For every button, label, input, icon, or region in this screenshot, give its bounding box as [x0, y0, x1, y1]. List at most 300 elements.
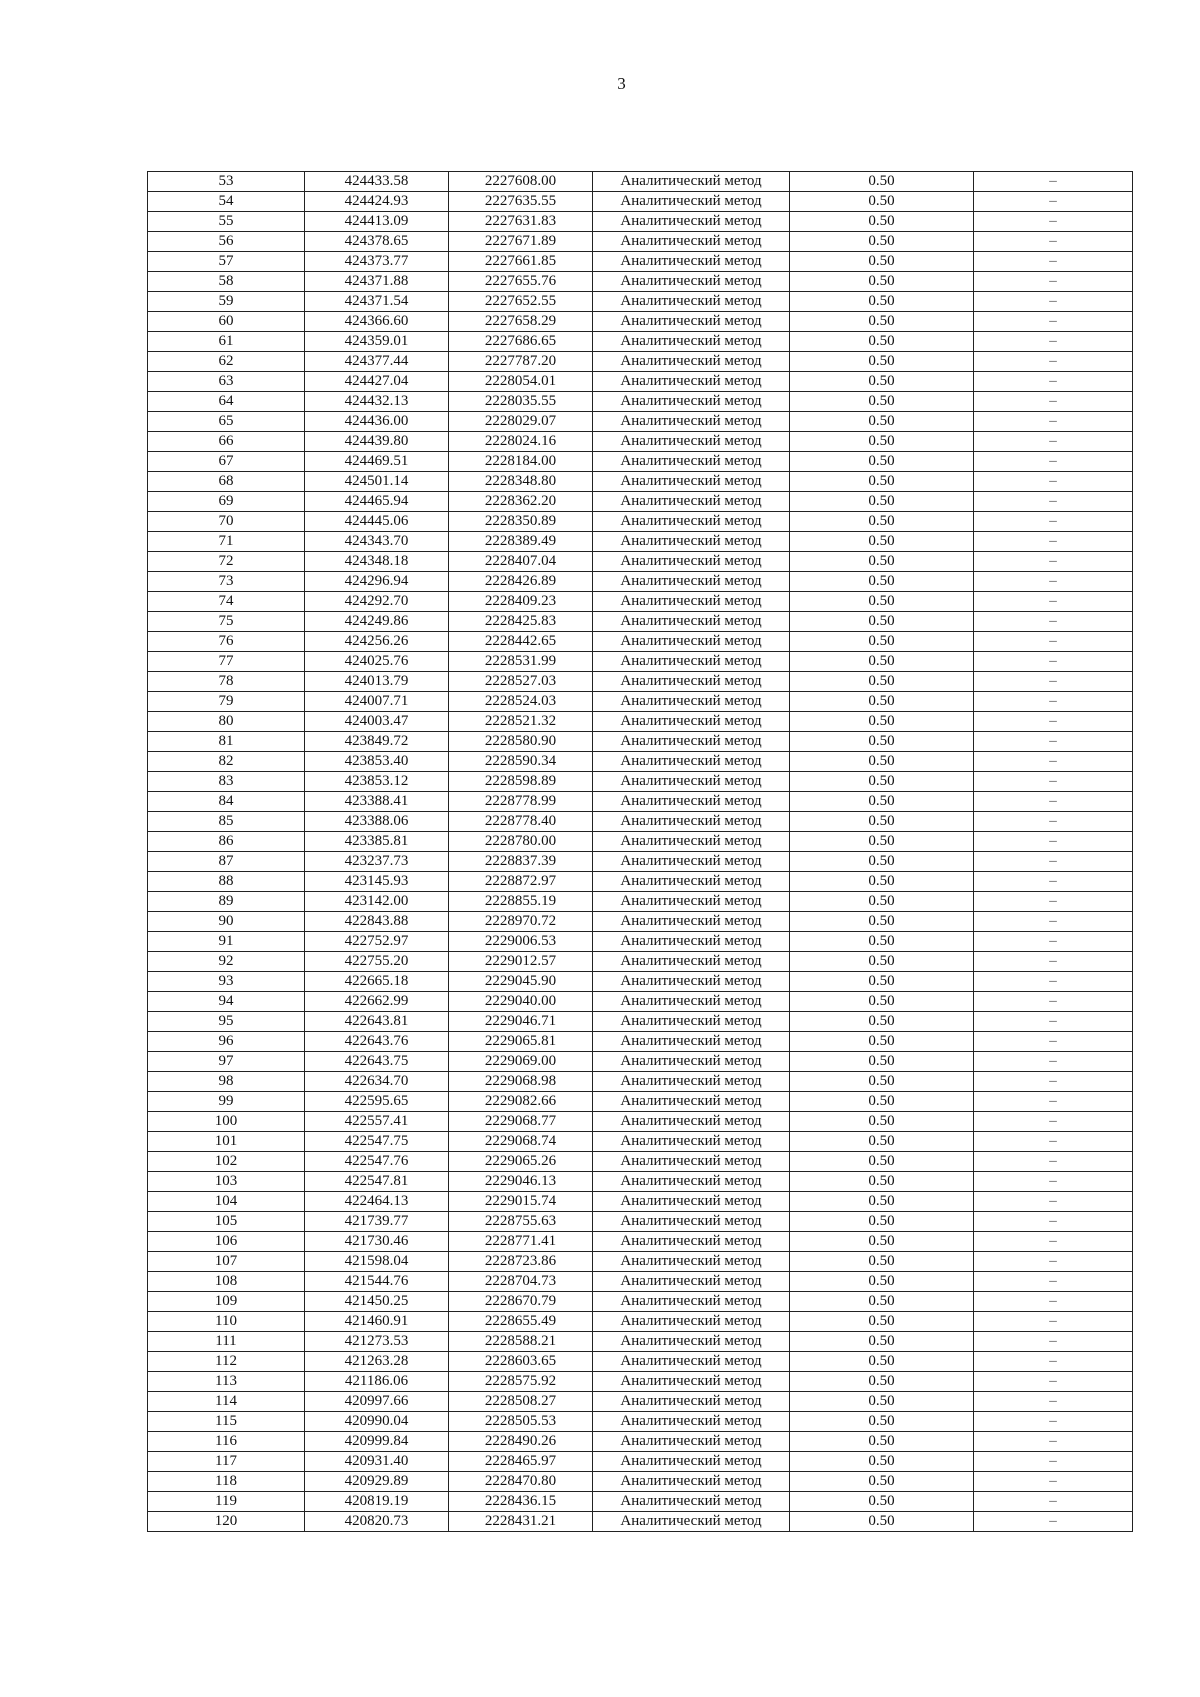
x-coordinate-cell: 424427.04: [305, 372, 449, 392]
note-cell: –: [974, 1332, 1133, 1352]
method-cell: Аналитический метод: [593, 192, 790, 212]
table-row: [148, 992, 1133, 1012]
x-coordinate-cell: 424433.58: [305, 172, 449, 192]
accuracy-cell: 0.50: [790, 552, 974, 572]
point-number-cell: 59: [148, 292, 305, 312]
accuracy-cell: 0.50: [790, 332, 974, 352]
x-coordinate-cell: 423849.72: [305, 732, 449, 752]
note-cell: –: [974, 1392, 1133, 1412]
note-cell: –: [974, 1172, 1133, 1192]
note-cell: –: [974, 572, 1133, 592]
y-coordinate-cell: 2228837.39: [449, 852, 593, 872]
accuracy-cell: 0.50: [790, 712, 974, 732]
y-coordinate-cell: 2228442.65: [449, 632, 593, 652]
x-coordinate-cell: 420999.84: [305, 1432, 449, 1452]
note-cell: –: [974, 232, 1133, 252]
y-coordinate-cell: 2228054.01: [449, 372, 593, 392]
accuracy-cell: 0.50: [790, 752, 974, 772]
point-number-cell: 57: [148, 252, 305, 272]
y-coordinate-cell: 2228872.97: [449, 872, 593, 892]
y-coordinate-cell: 2228425.83: [449, 612, 593, 632]
note-cell: –: [974, 952, 1133, 972]
x-coordinate-cell: 424256.26: [305, 632, 449, 652]
x-coordinate-cell: 420820.73: [305, 1512, 449, 1532]
table-row: [148, 432, 1133, 452]
table-row: [148, 212, 1133, 232]
x-coordinate-cell: 420990.04: [305, 1412, 449, 1432]
note-cell: –: [974, 732, 1133, 752]
table-row: [148, 792, 1133, 812]
note-cell: –: [974, 492, 1133, 512]
method-cell: Аналитический метод: [593, 812, 790, 832]
point-number-cell: 103: [148, 1172, 305, 1192]
point-number-cell: 87: [148, 852, 305, 872]
y-coordinate-cell: 2229046.71: [449, 1012, 593, 1032]
method-cell: Аналитический метод: [593, 352, 790, 372]
point-number-cell: 75: [148, 612, 305, 632]
x-coordinate-cell: 424007.71: [305, 692, 449, 712]
point-number-cell: 89: [148, 892, 305, 912]
x-coordinate-cell: 422547.76: [305, 1152, 449, 1172]
x-coordinate-cell: 423145.93: [305, 872, 449, 892]
method-cell: Аналитический метод: [593, 1292, 790, 1312]
y-coordinate-cell: 2228024.16: [449, 432, 593, 452]
x-coordinate-cell: 421730.46: [305, 1232, 449, 1252]
x-coordinate-cell: 424373.77: [305, 252, 449, 272]
table-row: [148, 1092, 1133, 1112]
y-coordinate-cell: 2228670.79: [449, 1292, 593, 1312]
note-cell: –: [974, 672, 1133, 692]
table-row: [148, 592, 1133, 612]
note-cell: –: [974, 1112, 1133, 1132]
point-number-cell: 99: [148, 1092, 305, 1112]
table-row: [148, 852, 1133, 872]
table-row: [148, 1252, 1133, 1272]
table-row: [148, 932, 1133, 952]
note-cell: –: [974, 992, 1133, 1012]
method-cell: Аналитический метод: [593, 452, 790, 472]
accuracy-cell: 0.50: [790, 512, 974, 532]
point-number-cell: 82: [148, 752, 305, 772]
y-coordinate-cell: 2229015.74: [449, 1192, 593, 1212]
point-number-cell: 117: [148, 1452, 305, 1472]
x-coordinate-cell: 421273.53: [305, 1332, 449, 1352]
method-cell: Аналитический метод: [593, 572, 790, 592]
y-coordinate-cell: 2227635.55: [449, 192, 593, 212]
note-cell: –: [974, 972, 1133, 992]
y-coordinate-cell: 2227658.29: [449, 312, 593, 332]
point-number-cell: 80: [148, 712, 305, 732]
point-number-cell: 113: [148, 1372, 305, 1392]
note-cell: –: [974, 172, 1133, 192]
accuracy-cell: 0.50: [790, 392, 974, 412]
table-row: [148, 1372, 1133, 1392]
accuracy-cell: 0.50: [790, 1372, 974, 1392]
point-number-cell: 65: [148, 412, 305, 432]
method-cell: Аналитический метод: [593, 1232, 790, 1252]
table-row: [148, 812, 1133, 832]
x-coordinate-cell: 420929.89: [305, 1472, 449, 1492]
method-cell: Аналитический метод: [593, 532, 790, 552]
method-cell: Аналитический метод: [593, 1212, 790, 1232]
accuracy-cell: 0.50: [790, 1172, 974, 1192]
method-cell: Аналитический метод: [593, 1272, 790, 1292]
method-cell: Аналитический метод: [593, 1372, 790, 1392]
accuracy-cell: 0.50: [790, 272, 974, 292]
accuracy-cell: 0.50: [790, 1132, 974, 1152]
x-coordinate-cell: 421186.06: [305, 1372, 449, 1392]
method-cell: Аналитический метод: [593, 372, 790, 392]
point-number-cell: 61: [148, 332, 305, 352]
y-coordinate-cell: 2229046.13: [449, 1172, 593, 1192]
y-coordinate-cell: 2228755.63: [449, 1212, 593, 1232]
point-number-cell: 56: [148, 232, 305, 252]
method-cell: Аналитический метод: [593, 1392, 790, 1412]
table-row: [148, 532, 1133, 552]
point-number-cell: 97: [148, 1052, 305, 1072]
x-coordinate-cell: 424413.09: [305, 212, 449, 232]
x-coordinate-cell: 424296.94: [305, 572, 449, 592]
table-row: [148, 292, 1133, 312]
note-cell: –: [974, 552, 1133, 572]
point-number-cell: 74: [148, 592, 305, 612]
y-coordinate-cell: 2229040.00: [449, 992, 593, 1012]
table-row: [148, 472, 1133, 492]
table-row: [148, 372, 1133, 392]
point-number-cell: 94: [148, 992, 305, 1012]
table-row: [148, 1352, 1133, 1372]
table-row: [148, 1172, 1133, 1192]
point-number-cell: 55: [148, 212, 305, 232]
accuracy-cell: 0.50: [790, 352, 974, 372]
y-coordinate-cell: 2228580.90: [449, 732, 593, 752]
x-coordinate-cell: 422643.81: [305, 1012, 449, 1032]
note-cell: –: [974, 1052, 1133, 1072]
accuracy-cell: 0.50: [790, 1332, 974, 1352]
point-number-cell: 67: [148, 452, 305, 472]
table-row: [148, 512, 1133, 532]
method-cell: Аналитический метод: [593, 912, 790, 932]
point-number-cell: 104: [148, 1192, 305, 1212]
table-row: [148, 252, 1133, 272]
method-cell: Аналитический метод: [593, 1112, 790, 1132]
table-row: [148, 1112, 1133, 1132]
x-coordinate-cell: 422634.70: [305, 1072, 449, 1092]
accuracy-cell: 0.50: [790, 252, 974, 272]
method-cell: Аналитический метод: [593, 212, 790, 232]
note-cell: –: [974, 292, 1133, 312]
x-coordinate-cell: 424292.70: [305, 592, 449, 612]
x-coordinate-cell: 424348.18: [305, 552, 449, 572]
x-coordinate-cell: 423388.41: [305, 792, 449, 812]
note-cell: –: [974, 872, 1133, 892]
note-cell: –: [974, 272, 1133, 292]
accuracy-cell: 0.50: [790, 572, 974, 592]
note-cell: –: [974, 192, 1133, 212]
note-cell: –: [974, 1152, 1133, 1172]
table-row: [148, 232, 1133, 252]
table-row: [148, 652, 1133, 672]
method-cell: Аналитический метод: [593, 672, 790, 692]
accuracy-cell: 0.50: [790, 972, 974, 992]
table-row: [148, 172, 1133, 192]
note-cell: –: [974, 1212, 1133, 1232]
x-coordinate-cell: 420931.40: [305, 1452, 449, 1472]
y-coordinate-cell: 2227631.83: [449, 212, 593, 232]
x-coordinate-cell: 421460.91: [305, 1312, 449, 1332]
note-cell: –: [974, 512, 1133, 532]
method-cell: Аналитический метод: [593, 1172, 790, 1192]
method-cell: Аналитический метод: [593, 1312, 790, 1332]
table-row: [148, 952, 1133, 972]
x-coordinate-cell: 421263.28: [305, 1352, 449, 1372]
y-coordinate-cell: 2228029.07: [449, 412, 593, 432]
point-number-cell: 116: [148, 1432, 305, 1452]
table-row: [148, 1452, 1133, 1472]
table-row: [148, 632, 1133, 652]
point-number-cell: 109: [148, 1292, 305, 1312]
note-cell: –: [974, 792, 1133, 812]
point-number-cell: 76: [148, 632, 305, 652]
x-coordinate-cell: 422547.81: [305, 1172, 449, 1192]
point-number-cell: 98: [148, 1072, 305, 1092]
note-cell: –: [974, 1372, 1133, 1392]
accuracy-cell: 0.50: [790, 992, 974, 1012]
method-cell: Аналитический метод: [593, 252, 790, 272]
point-number-cell: 102: [148, 1152, 305, 1172]
x-coordinate-cell: 422665.18: [305, 972, 449, 992]
table-row: [148, 1512, 1133, 1532]
point-number-cell: 105: [148, 1212, 305, 1232]
accuracy-cell: 0.50: [790, 1032, 974, 1052]
accuracy-cell: 0.50: [790, 1312, 974, 1332]
point-number-cell: 92: [148, 952, 305, 972]
x-coordinate-cell: 424378.65: [305, 232, 449, 252]
accuracy-cell: 0.50: [790, 192, 974, 212]
method-cell: Аналитический метод: [593, 1072, 790, 1092]
method-cell: Аналитический метод: [593, 872, 790, 892]
accuracy-cell: 0.50: [790, 812, 974, 832]
accuracy-cell: 0.50: [790, 172, 974, 192]
x-coordinate-cell: 421598.04: [305, 1252, 449, 1272]
accuracy-cell: 0.50: [790, 892, 974, 912]
point-number-cell: 85: [148, 812, 305, 832]
x-coordinate-cell: 422843.88: [305, 912, 449, 932]
coordinates-table: [147, 171, 1133, 1532]
note-cell: –: [974, 1312, 1133, 1332]
x-coordinate-cell: 422595.65: [305, 1092, 449, 1112]
accuracy-cell: 0.50: [790, 692, 974, 712]
y-coordinate-cell: 2228588.21: [449, 1332, 593, 1352]
x-coordinate-cell: 424501.14: [305, 472, 449, 492]
accuracy-cell: 0.50: [790, 912, 974, 932]
accuracy-cell: 0.50: [790, 1112, 974, 1132]
x-coordinate-cell: 423142.00: [305, 892, 449, 912]
accuracy-cell: 0.50: [790, 652, 974, 672]
note-cell: –: [974, 812, 1133, 832]
accuracy-cell: 0.50: [790, 212, 974, 232]
y-coordinate-cell: 2228184.00: [449, 452, 593, 472]
point-number-cell: 81: [148, 732, 305, 752]
table-row: [148, 1472, 1133, 1492]
point-number-cell: 118: [148, 1472, 305, 1492]
table-row: [148, 332, 1133, 352]
table-row: [148, 552, 1133, 572]
table-row: [148, 1052, 1133, 1072]
note-cell: –: [974, 592, 1133, 612]
accuracy-cell: 0.50: [790, 412, 974, 432]
note-cell: –: [974, 612, 1133, 632]
note-cell: –: [974, 912, 1133, 932]
y-coordinate-cell: 2229068.77: [449, 1112, 593, 1132]
method-cell: Аналитический метод: [593, 852, 790, 872]
x-coordinate-cell: 424003.47: [305, 712, 449, 732]
point-number-cell: 114: [148, 1392, 305, 1412]
table-row: [148, 712, 1133, 732]
note-cell: –: [974, 252, 1133, 272]
point-number-cell: 100: [148, 1112, 305, 1132]
y-coordinate-cell: 2229065.81: [449, 1032, 593, 1052]
accuracy-cell: 0.50: [790, 1292, 974, 1312]
x-coordinate-cell: 424377.44: [305, 352, 449, 372]
y-coordinate-cell: 2228855.19: [449, 892, 593, 912]
y-coordinate-cell: 2228521.32: [449, 712, 593, 732]
accuracy-cell: 0.50: [790, 1472, 974, 1492]
note-cell: –: [974, 752, 1133, 772]
accuracy-cell: 0.50: [790, 1512, 974, 1532]
point-number-cell: 68: [148, 472, 305, 492]
y-coordinate-cell: 2227608.00: [449, 172, 593, 192]
y-coordinate-cell: 2228409.23: [449, 592, 593, 612]
table-row: [148, 1492, 1133, 1512]
x-coordinate-cell: 422557.41: [305, 1112, 449, 1132]
y-coordinate-cell: 2228350.89: [449, 512, 593, 532]
point-number-cell: 64: [148, 392, 305, 412]
method-cell: Аналитический метод: [593, 712, 790, 732]
method-cell: Аналитический метод: [593, 312, 790, 332]
table-row: [148, 672, 1133, 692]
note-cell: –: [974, 1492, 1133, 1512]
method-cell: Аналитический метод: [593, 1412, 790, 1432]
x-coordinate-cell: 424371.88: [305, 272, 449, 292]
y-coordinate-cell: 2228778.40: [449, 812, 593, 832]
table-row: [148, 1132, 1133, 1152]
point-number-cell: 83: [148, 772, 305, 792]
method-cell: Аналитический метод: [593, 1332, 790, 1352]
y-coordinate-cell: 2228603.65: [449, 1352, 593, 1372]
accuracy-cell: 0.50: [790, 672, 974, 692]
point-number-cell: 96: [148, 1032, 305, 1052]
y-coordinate-cell: 2228590.34: [449, 752, 593, 772]
y-coordinate-cell: 2228470.80: [449, 1472, 593, 1492]
note-cell: –: [974, 432, 1133, 452]
note-cell: –: [974, 312, 1133, 332]
method-cell: Аналитический метод: [593, 1512, 790, 1532]
method-cell: Аналитический метод: [593, 332, 790, 352]
point-number-cell: 93: [148, 972, 305, 992]
method-cell: Аналитический метод: [593, 832, 790, 852]
x-coordinate-cell: 424439.80: [305, 432, 449, 452]
method-cell: Аналитический метод: [593, 1152, 790, 1172]
x-coordinate-cell: 422662.99: [305, 992, 449, 1012]
note-cell: –: [974, 772, 1133, 792]
point-number-cell: 112: [148, 1352, 305, 1372]
point-number-cell: 69: [148, 492, 305, 512]
table-row: [148, 192, 1133, 212]
point-number-cell: 91: [148, 932, 305, 952]
x-coordinate-cell: 424013.79: [305, 672, 449, 692]
note-cell: –: [974, 1252, 1133, 1272]
x-coordinate-cell: 424436.00: [305, 412, 449, 432]
method-cell: Аналитический метод: [593, 952, 790, 972]
y-coordinate-cell: 2227787.20: [449, 352, 593, 372]
method-cell: Аналитический метод: [593, 612, 790, 632]
table-row: [148, 1292, 1133, 1312]
table-row: [148, 1072, 1133, 1092]
y-coordinate-cell: 2228771.41: [449, 1232, 593, 1252]
method-cell: Аналитический метод: [593, 1492, 790, 1512]
note-cell: –: [974, 1232, 1133, 1252]
method-cell: Аналитический метод: [593, 772, 790, 792]
method-cell: Аналитический метод: [593, 892, 790, 912]
method-cell: Аналитический метод: [593, 1352, 790, 1372]
accuracy-cell: 0.50: [790, 852, 974, 872]
table-row: [148, 612, 1133, 632]
point-number-cell: 58: [148, 272, 305, 292]
y-coordinate-cell: 2227686.65: [449, 332, 593, 352]
point-number-cell: 54: [148, 192, 305, 212]
method-cell: Аналитический метод: [593, 392, 790, 412]
y-coordinate-cell: 2229006.53: [449, 932, 593, 952]
accuracy-cell: 0.50: [790, 1272, 974, 1292]
point-number-cell: 72: [148, 552, 305, 572]
method-cell: Аналитический метод: [593, 1132, 790, 1152]
accuracy-cell: 0.50: [790, 612, 974, 632]
table-row: [148, 872, 1133, 892]
note-cell: –: [974, 1192, 1133, 1212]
method-cell: Аналитический метод: [593, 472, 790, 492]
method-cell: Аналитический метод: [593, 512, 790, 532]
accuracy-cell: 0.50: [790, 1352, 974, 1372]
x-coordinate-cell: 423853.12: [305, 772, 449, 792]
note-cell: –: [974, 532, 1133, 552]
point-number-cell: 88: [148, 872, 305, 892]
accuracy-cell: 0.50: [790, 1492, 974, 1512]
note-cell: –: [974, 1412, 1133, 1432]
x-coordinate-cell: 424249.86: [305, 612, 449, 632]
point-number-cell: 71: [148, 532, 305, 552]
note-cell: –: [974, 352, 1133, 372]
x-coordinate-cell: 424343.70: [305, 532, 449, 552]
note-cell: –: [974, 1092, 1133, 1112]
table-row: [148, 892, 1133, 912]
note-cell: –: [974, 1032, 1133, 1052]
method-cell: Аналитический метод: [593, 1052, 790, 1072]
note-cell: –: [974, 472, 1133, 492]
method-cell: Аналитический метод: [593, 552, 790, 572]
table-row: [148, 912, 1133, 932]
point-number-cell: 63: [148, 372, 305, 392]
method-cell: Аналитический метод: [593, 1192, 790, 1212]
accuracy-cell: 0.50: [790, 232, 974, 252]
x-coordinate-cell: 421544.76: [305, 1272, 449, 1292]
point-number-cell: 107: [148, 1252, 305, 1272]
accuracy-cell: 0.50: [790, 292, 974, 312]
x-coordinate-cell: 421739.77: [305, 1212, 449, 1232]
point-number-cell: 95: [148, 1012, 305, 1032]
method-cell: Аналитический метод: [593, 492, 790, 512]
y-coordinate-cell: 2228780.00: [449, 832, 593, 852]
